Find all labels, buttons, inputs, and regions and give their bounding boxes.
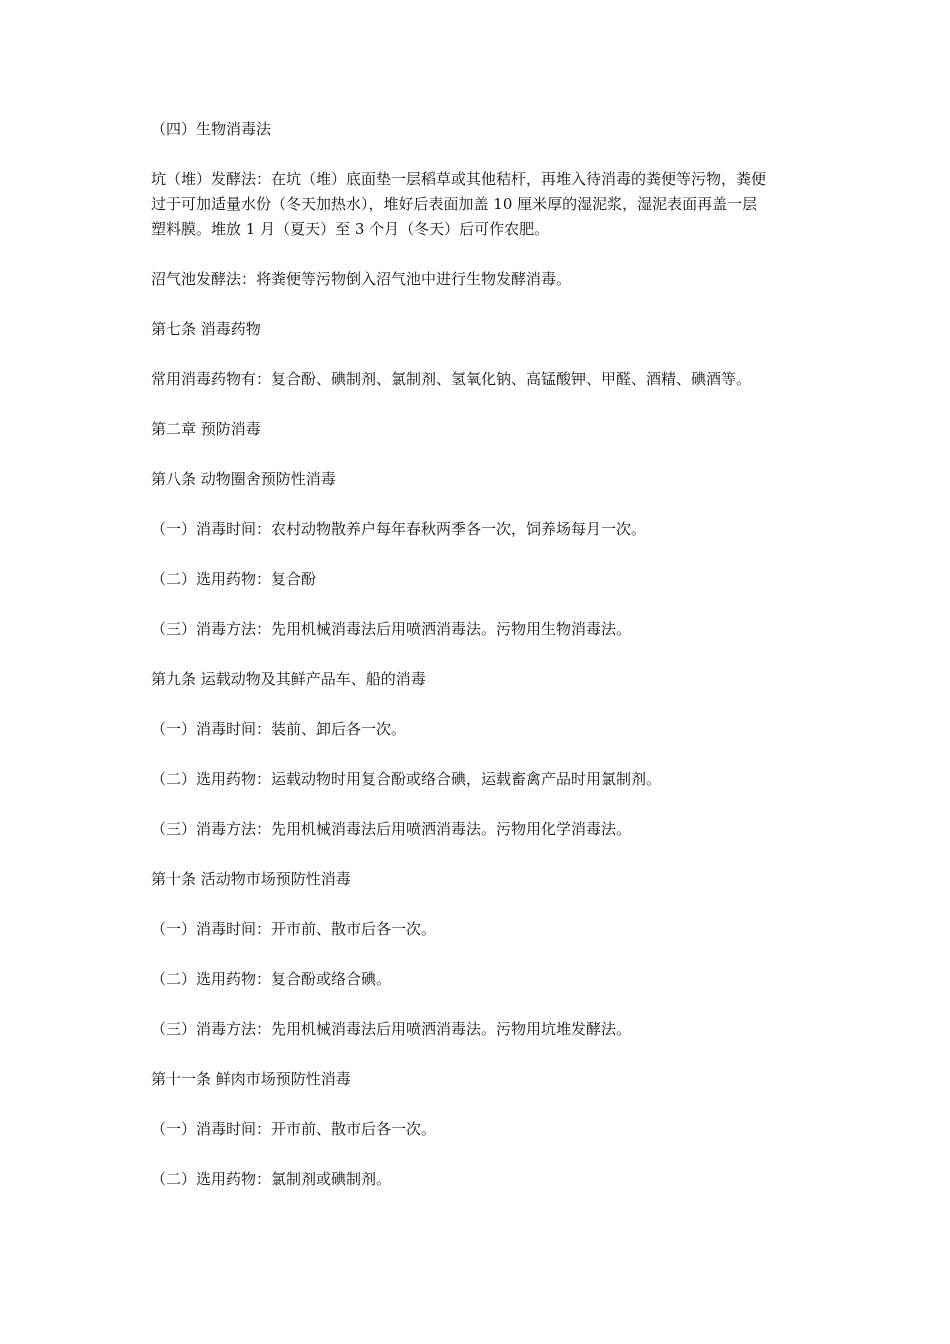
paragraph-pit-fermentation: [151, 167, 811, 242]
list-item: （一）消毒时间：开市前、散市后各一次。: [151, 920, 437, 938]
paragraph-common-disinfectants: 常用消毒药物有：复合酚、碘制剂、氯制剂、氢氧化钠、高锰酸钾、甲醛、酒精、碘酒等。: [151, 370, 752, 388]
article-heading-7: 第七条 消毒药物: [151, 320, 261, 338]
text-line: 坑（堆）发酵法：在坑（堆）底面垫一层稻草或其他秸杆，再堆入待消毒的粪便等污物，粪便: [151, 170, 767, 188]
document-body: [151, 117, 811, 1217]
list-item: （三）消毒方法：先用机械消毒法后用喷洒消毒法。污物用化学消毒法。: [151, 820, 632, 838]
list-item: （一）消毒时间：农村动物散养户每年春秋两季各一次，饲养场每月一次。: [151, 520, 647, 538]
chapter-heading-2: 第二章 预防消毒: [151, 420, 261, 438]
article-heading-10: 第十条 活动物市场预防性消毒: [151, 870, 351, 888]
list-item: （一）消毒时间：开市前、散市后各一次。: [151, 1120, 437, 1138]
article-heading-8: 第八条 动物圈舍预防性消毒: [151, 470, 336, 488]
paragraph-biogas-fermentation: 沼气池发酵法：将粪便等污物倒入沼气池中进行生物发酵消毒。: [151, 270, 572, 288]
list-item: （二）选用药物：复合酚或络合碘。: [151, 970, 392, 988]
text-line: 塑料膜。堆放 1 月（夏天）至 3 个月（冬天）后可作农肥。: [151, 220, 550, 238]
section-heading-biological-disinfection: （四）生物消毒法: [151, 120, 272, 138]
article-heading-9: 第九条 运载动物及其鲜产品车、船的消毒: [151, 670, 426, 688]
text-line: 过于可加适量水份（冬天加热水），堆好后表面加盖 10 厘米厚的湿泥浆，湿泥表面再盖一层: [151, 195, 758, 213]
list-item: （二）选用药物：氯制剂或碘制剂。: [151, 1170, 392, 1188]
list-item: （三）消毒方法：先用机械消毒法后用喷洒消毒法。污物用坑堆发酵法。: [151, 1020, 632, 1038]
list-item: （二）选用药物：复合酚: [151, 570, 317, 588]
list-item: （一）消毒时间：装前、卸后各一次。: [151, 720, 407, 738]
list-item: （三）消毒方法：先用机械消毒法后用喷洒消毒法。污物用生物消毒法。: [151, 620, 632, 638]
article-heading-11: 第十一条 鲜肉市场预防性消毒: [151, 1070, 351, 1088]
list-item: （二）选用药物：运载动物时用复合酚或络合碘，运载畜禽产品时用氯制剂。: [151, 770, 662, 788]
